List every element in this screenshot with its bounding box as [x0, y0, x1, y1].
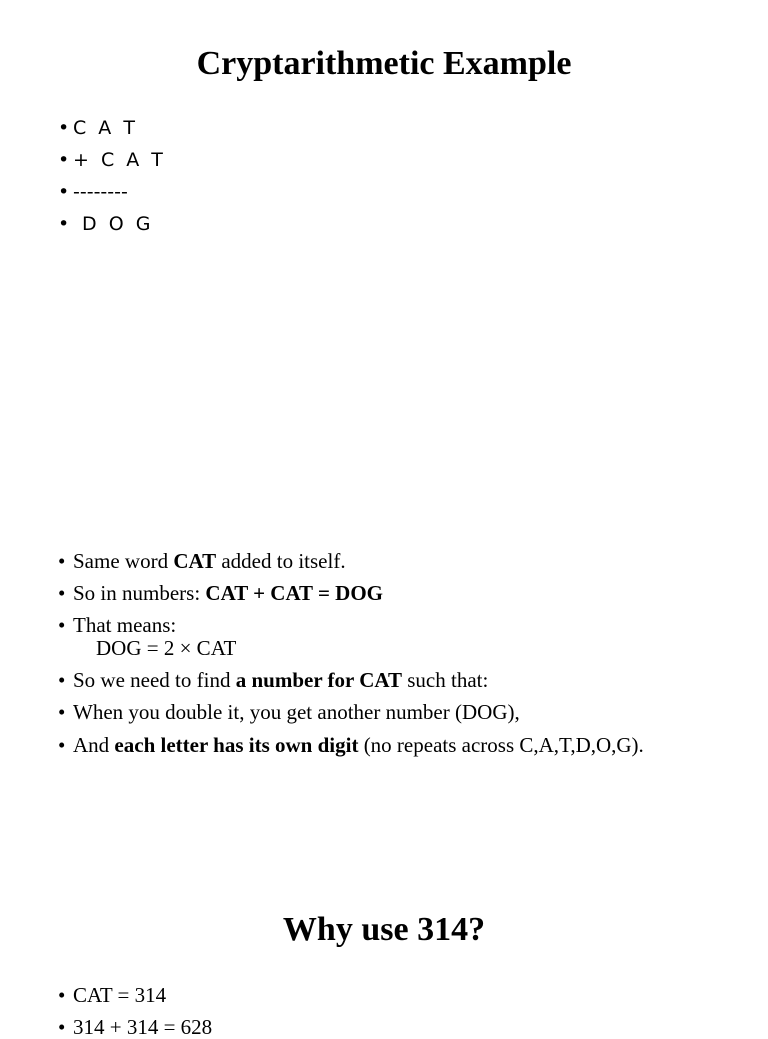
item-text: Same word	[73, 549, 174, 573]
slide-title: Cryptarithmetic Example	[196, 45, 572, 82]
list-item	[58, 582, 644, 605]
list-item: • 314 + 314 = 628	[58, 1016, 212, 1039]
puzzle-line: • C A T	[58, 118, 166, 150]
puzzle-line: • --------	[58, 182, 166, 214]
list-item	[58, 550, 644, 573]
puzzle-line: • + C A T	[58, 150, 166, 182]
item-text: And	[73, 732, 115, 757]
list-item: • CAT = 314	[58, 984, 212, 1007]
item-bold: each letter has its own digit	[114, 732, 359, 757]
puzzle-line	[58, 214, 166, 246]
reason-list	[58, 984, 212, 1039]
slide-title: Why use 314?	[282, 911, 486, 948]
list-item	[58, 734, 644, 757]
puzzle-list	[58, 118, 166, 246]
item-text: such that:	[402, 668, 489, 693]
explanation-list	[58, 550, 644, 766]
item-text: That means:	[73, 613, 177, 638]
list-item	[58, 614, 644, 660]
item-text: So we need to find	[73, 668, 236, 693]
puzzle-line-text: D O G	[73, 213, 154, 235]
item-text: When you double it, you get another number (DOG),	[73, 700, 520, 725]
item-formula: DOG = 2 × CAT	[96, 636, 237, 661]
list-item	[58, 701, 644, 724]
item-bold: CAT	[173, 549, 217, 573]
item-text: So in numbers:	[73, 581, 206, 606]
list-item	[58, 669, 644, 692]
item-bold: a number for CAT	[235, 668, 402, 693]
item-text: added to itself.	[216, 549, 346, 573]
item-bold: CAT + CAT = DOG	[205, 581, 383, 606]
item-text: (no repeats across C,A,T,D,O,G).	[358, 732, 644, 757]
